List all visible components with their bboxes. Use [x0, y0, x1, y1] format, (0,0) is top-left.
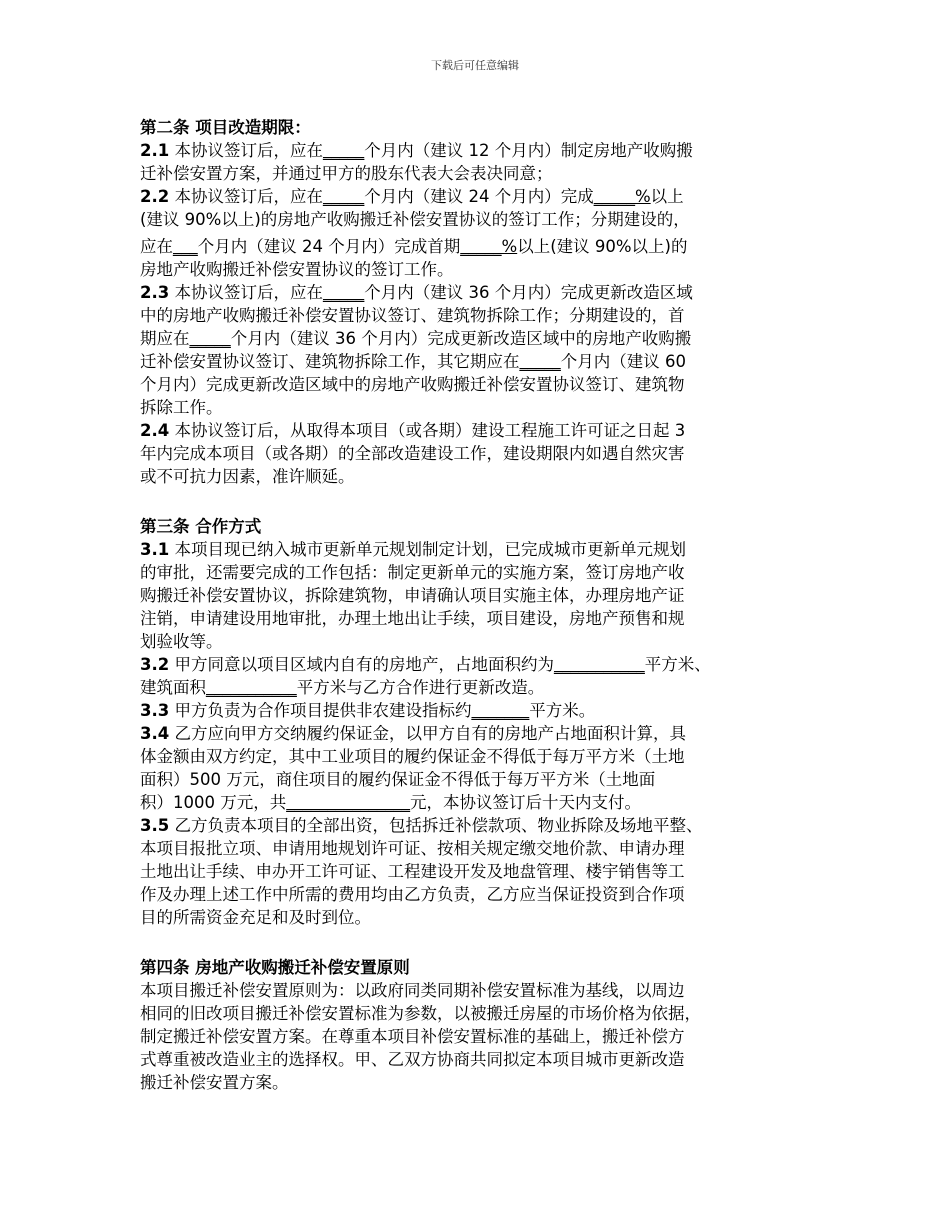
text-line [140, 373, 685, 396]
text-segment: 个月内）完成更新改造区域中的房地产收购搬迁补偿安置协议签订、建筑物 [140, 375, 685, 394]
text-segment: 拆除工作。 [140, 398, 223, 417]
text-segment: 注销，申请建设用地审批，办理土地出让手续，项目建设，房地产预售和规 [140, 609, 685, 628]
text-segment: 个月内（建议 12 个月内）制定房地产收购搬 [364, 141, 693, 160]
bold-text: 第四条 房地产收购搬迁补偿安置原则 [140, 958, 410, 977]
text-segment: 平方米与乙方合作进行更新改造。 [296, 678, 545, 697]
text-segment: 迁补偿安置方案，并通过甲方的股东代表大会表决同意； [140, 164, 553, 183]
text-segment: 平方米、 [644, 655, 711, 674]
text-line [140, 235, 687, 258]
fill-in-blank: _____ [322, 187, 365, 206]
text-segment: 迁补偿安置协议签订、建筑物拆除工作，其它期应在 [140, 352, 520, 371]
fill-in-blank: _____% [460, 237, 518, 256]
bold-text: 2.1 [140, 141, 170, 160]
text-line [140, 979, 685, 1002]
text-segment: 个月内（建议 24 个月内）完成 [364, 187, 594, 206]
text-line [140, 396, 223, 419]
text-segment: 本项目报批立项、申请用地规划许可证、按相关规定缴交地价款、申请办理 [140, 839, 685, 858]
text-segment: 以上(建议 90%以上)的 [517, 237, 688, 256]
text-segment: 平方米。 [529, 701, 596, 720]
text-line [140, 162, 553, 185]
text-line [140, 837, 685, 860]
fill-in-blank: _____ [189, 329, 231, 348]
text-line [140, 442, 685, 465]
text-line [140, 139, 693, 162]
text-segment: 目的所需资金充足和及时到位。 [140, 908, 371, 927]
text-segment: 个月内（建议 60 [560, 352, 686, 371]
bold-text: 2.3 [140, 283, 170, 302]
text-line [140, 465, 355, 488]
text-segment: 作及办理上述工作中所需的费用均由乙方负责，乙方应当保证投资到合作项 [140, 885, 685, 904]
fill-in-blank: ___________ [206, 678, 297, 697]
text-line [140, 1025, 685, 1048]
fill-in-blank: _____ [322, 141, 365, 160]
text-line [140, 538, 686, 561]
bold-text: 2.2 [140, 187, 170, 206]
text-segment: 本协议签订后，应在 [169, 187, 323, 206]
text-segment: 甲方负责为合作项目提供非农建设指标约 [169, 701, 472, 720]
page-header: 下载后可任意编辑 [431, 59, 519, 72]
text-segment: 本项目搬迁补偿安置原则为：以政府同类同期补偿安置标准为基线，以周边 [140, 981, 685, 1000]
text-segment: 乙方负责本项目的全部出资，包括拆迁补偿款项、物业拆除及场地平整、 [169, 816, 703, 835]
text-segment: 中的房地产收购搬迁补偿安置协议签订、建筑物拆除工作；分期建设的，首 [140, 306, 685, 325]
fill-in-blank: _______________ [286, 793, 410, 812]
text-segment: 式尊重被改造业主的选择权。甲、乙双方协商共同拟定本项目城市更新改造 [140, 1050, 685, 1069]
text-line [140, 607, 685, 630]
text-segment: 或不可抗力因素，准许顺延。 [140, 467, 355, 486]
text-line [140, 561, 685, 584]
text-segment: 个月内（建议 24 个月内）完成首期 [197, 237, 461, 256]
text-segment: 土地出让手续、申办开工许可证、工程建设开发及地盘管理、楼宇销售等工 [140, 862, 685, 881]
text-segment: 以上 [650, 187, 684, 206]
text-line [140, 791, 641, 814]
text-line [140, 699, 595, 722]
text-line [140, 584, 685, 607]
text-line [140, 653, 711, 676]
text-segment: 个月内（建议 36 个月内）完成更新改造区域中的房地产收购搬 [230, 329, 692, 348]
text-segment: 本协议签订后，应在 [169, 141, 323, 160]
text-segment: 相同的旧改项目搬迁补偿安置标准为参数，以被搬迁房屋的市场价格为依据， [140, 1004, 701, 1023]
bold-text: 3.4 [140, 724, 170, 743]
text-segment: 积）1000 万元，共 [140, 793, 287, 812]
text-segment: 划验收等。 [140, 632, 223, 651]
text-segment: 本协议签订后，从取得本项目（或各期）建设工程施工许可证之日起 3 [169, 421, 686, 440]
fill-in-blank: _____% [593, 187, 651, 206]
text-segment: 购搬迁补偿安置协议，拆除建筑物，申请确认项目实施主体，办理房地产证 [140, 586, 685, 605]
text-segment: 面积）500 万元，商住项目的履约保证金不得低于每万平方米（土地面 [140, 770, 656, 789]
text-line [140, 419, 685, 442]
text-line [140, 515, 261, 538]
bold-text: 2.4 [140, 421, 170, 440]
text-segment: 个月内（建议 36 个月内）完成更新改造区域 [364, 283, 693, 302]
text-segment: 本项目现已纳入城市更新单元规划制定计划，已完成城市更新单元规划 [169, 540, 686, 559]
text-segment: 的审批，还需要完成的工作包括：制定更新单元的实施方案，签订房地产收 [140, 563, 685, 582]
text-line [140, 258, 454, 281]
text-segment: 应在 [140, 237, 173, 256]
text-line [140, 722, 686, 745]
text-line [140, 883, 685, 906]
text-segment: 期应在 [140, 329, 190, 348]
text-segment: (建议 90%以上)的房地产收购搬迁补偿安置协议的签订工作；分期建设的， [140, 210, 690, 229]
text-segment: 乙方应向甲方交纳履约保证金，以甲方自有的房地产占地面积计算，具 [169, 724, 686, 743]
bold-text: 3.5 [140, 816, 170, 835]
text-segment: 年内完成本项目（或各期）的全部改造建设工作，建设期限内如遇自然灾害 [140, 444, 685, 463]
bold-text: 第三条 合作方式 [140, 517, 262, 536]
text-line [140, 327, 691, 350]
text-line [140, 350, 686, 373]
bold-text: 第二条 项目改造期限： [140, 118, 311, 137]
fill-in-blank: ___ [173, 237, 198, 256]
text-line [140, 906, 371, 929]
text-line [140, 630, 223, 653]
fill-in-blank: ___________ [553, 655, 645, 674]
text-line [140, 1071, 289, 1094]
text-line [140, 745, 685, 768]
text-line [140, 768, 655, 791]
text-segment: 房地产收购搬迁补偿安置协议的签订工作。 [140, 260, 454, 279]
bold-text: 3.3 [140, 701, 170, 720]
text-segment: 搬迁补偿安置方案。 [140, 1073, 289, 1092]
text-line [140, 676, 544, 699]
bold-text: 3.2 [140, 655, 170, 674]
text-line [140, 185, 684, 208]
text-segment: 甲方同意以项目区域内自有的房地产，占地面积约为 [169, 655, 554, 674]
text-line [140, 956, 410, 979]
text-line [140, 208, 690, 231]
bold-text: 3.1 [140, 540, 170, 559]
text-segment: 元，本协议签订后十天内支付。 [410, 793, 641, 812]
fill-in-blank: _____ [322, 283, 365, 302]
text-segment: 本协议签订后，应在 [169, 283, 323, 302]
fill-in-blank: _____ [519, 352, 561, 371]
text-line [140, 860, 685, 883]
text-line [140, 281, 693, 304]
text-line [140, 1048, 685, 1071]
text-line [140, 1002, 701, 1025]
text-line [140, 814, 702, 837]
text-line [140, 116, 311, 139]
text-segment: 制定搬迁补偿安置方案。在尊重本项目补偿安置标准的基础上，搬迁补偿方 [140, 1027, 685, 1046]
text-segment: 建筑面积 [140, 678, 206, 697]
text-segment: 体金额由双方约定，其中工业项目的履约保证金不得低于每万平方米（土地 [140, 747, 685, 766]
fill-in-blank: _______ [471, 701, 530, 720]
text-line [140, 304, 685, 327]
